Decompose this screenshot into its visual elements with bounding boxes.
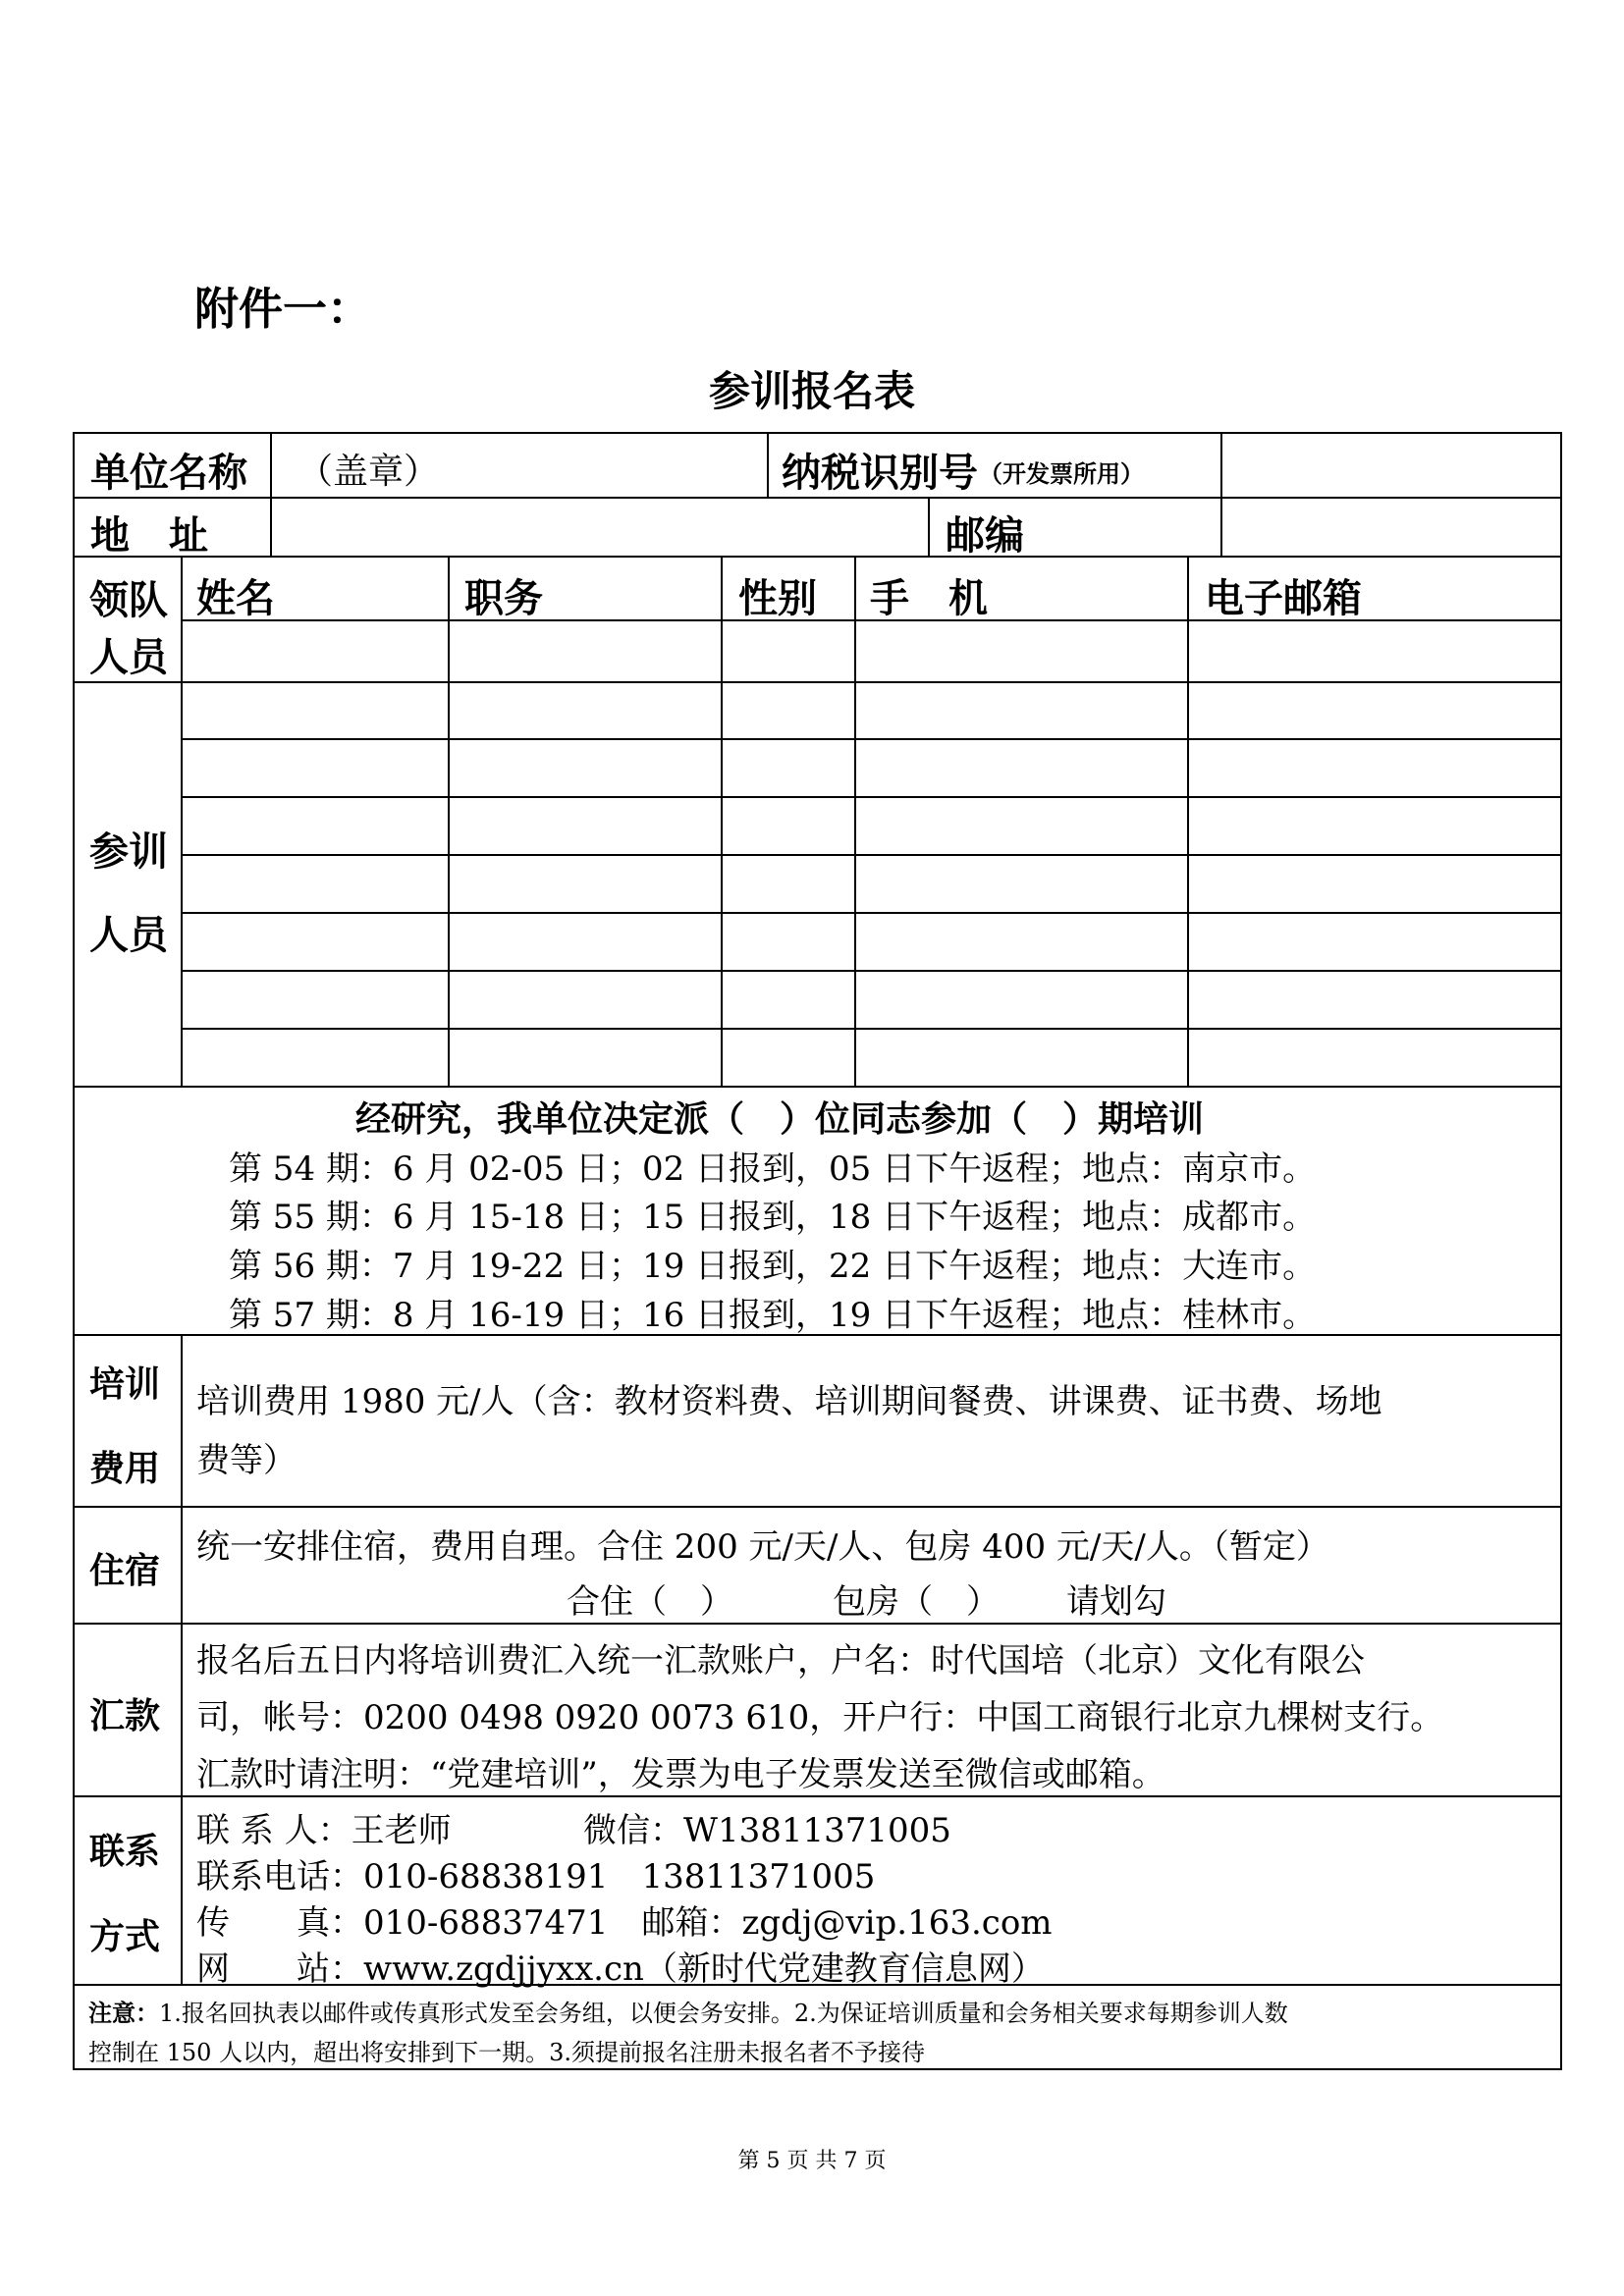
lodging-description: 统一安排住宿，费用自理。合住 200 元/天/人、包房 400 元/天/人。（暂定） (196, 1527, 1329, 1567)
lodging-option-private[interactable]: 包房（ ） (833, 1582, 1000, 1622)
fee-description-line1: 培训费用 1980 元/人（含：教材资料费、培训期间餐费、讲课费、证书费、场地 (196, 1382, 1382, 1421)
remit-line1: 报名后五日内将培训费汇入统一汇款账户，户名：时代国培（北京）文化有限公 (196, 1641, 1365, 1681)
column-header-mobile: 手 机 (870, 576, 988, 621)
session-55: 第 55 期：6 月 15-18 日；15 日报到，18 日下午返程；地点：成都市。 (229, 1198, 1317, 1237)
lodging-option-shared[interactable]: 合住（ ） (567, 1582, 733, 1622)
contact-person: 联 系 人：王老师 (196, 1811, 452, 1850)
decision-statement: 经研究，我单位决定派（ ）位同志参加（ ）期培训 (355, 1099, 1205, 1140)
remit-label: 汇款 (89, 1696, 161, 1736)
fee-label-line1: 培训 (89, 1364, 161, 1405)
lodging-label: 住宿 (89, 1551, 161, 1591)
page-footer: 第 5 页 共 7 页 (737, 2149, 887, 2173)
note-text-2: 控制在 150 人以内，超出将安排到下一期。3.须提前报名注册未报名者不予接待 (88, 2039, 925, 2066)
session-54: 第 54 期：6 月 02-05 日；02 日报到，05 日下午返程；地点：南京市。 (229, 1149, 1317, 1189)
contact-label-line1: 联系 (89, 1832, 161, 1872)
unit-name-label: 单位名称 (90, 451, 247, 496)
note-text-1: 1.报名回执表以邮件或传真形式发至会务组，以便会务安排。2.为保证培训质量和会务相关要求每期参训人数 (159, 2000, 1288, 2027)
attachment-label: 附件一： (194, 283, 372, 335)
contact-phone: 联系电话：010-68838191 13811371005 (196, 1857, 876, 1896)
column-header-gender: 性别 (738, 576, 817, 621)
column-header-email: 电子邮箱 (1205, 576, 1362, 621)
postcode-field[interactable] (1227, 501, 1557, 552)
leader-label-line1: 领队 (89, 578, 168, 623)
session-57: 第 57 期：8 月 16-19 日；16 日报到，19 日下午返程；地点：桂林市。 (229, 1296, 1317, 1335)
postcode-label: 邮编 (946, 513, 1024, 559)
remit-line2: 司，帐号：0200 0498 0920 0073 610，开户行：中国工商银行北京九棵树支行。 (196, 1698, 1444, 1737)
contact-label-line2: 方式 (89, 1917, 161, 1957)
fee-description-line2: 费等） (196, 1441, 297, 1480)
note-label: 注意： (88, 2000, 159, 2027)
trainees-label-line2: 人员 (89, 913, 168, 958)
leader-label-line2: 人员 (89, 635, 168, 680)
contact-wechat: 微信：W13811371005 (583, 1811, 951, 1850)
fee-label-line2: 费用 (89, 1449, 161, 1489)
form-title: 参训报名表 (708, 367, 915, 415)
column-header-position: 职务 (464, 576, 543, 621)
remit-line3: 汇款时请注明：“党建培训”，发票为电子发票发送至微信或邮箱。 (196, 1755, 1165, 1794)
contact-fax-email: 传 真：010-68837471 邮箱：zgdj@vip.163.com (196, 1903, 1053, 1943)
address-label: 地 址 (90, 513, 208, 559)
tax-id-label: 纳税识别号 (782, 451, 978, 496)
unit-name-value[interactable]: （盖章） (298, 452, 440, 492)
session-56: 第 56 期：7 月 19-22 日；19 日报到，22 日下午返程；地点：大连市。 (229, 1247, 1317, 1286)
tax-id-field[interactable] (1227, 438, 1557, 493)
tax-id-note: （开发票所用） (979, 460, 1144, 488)
address-field[interactable] (277, 501, 923, 552)
column-header-name: 姓名 (196, 576, 275, 621)
trainees-label-line1: 参训 (89, 829, 168, 875)
note-line1 (88, 1994, 1288, 2028)
lodging-option-note: 请划勾 (1066, 1582, 1166, 1622)
contact-website: 网 站：www.zgdjjyxx.cn（新时代党建教育信息网） (196, 1949, 1045, 1989)
